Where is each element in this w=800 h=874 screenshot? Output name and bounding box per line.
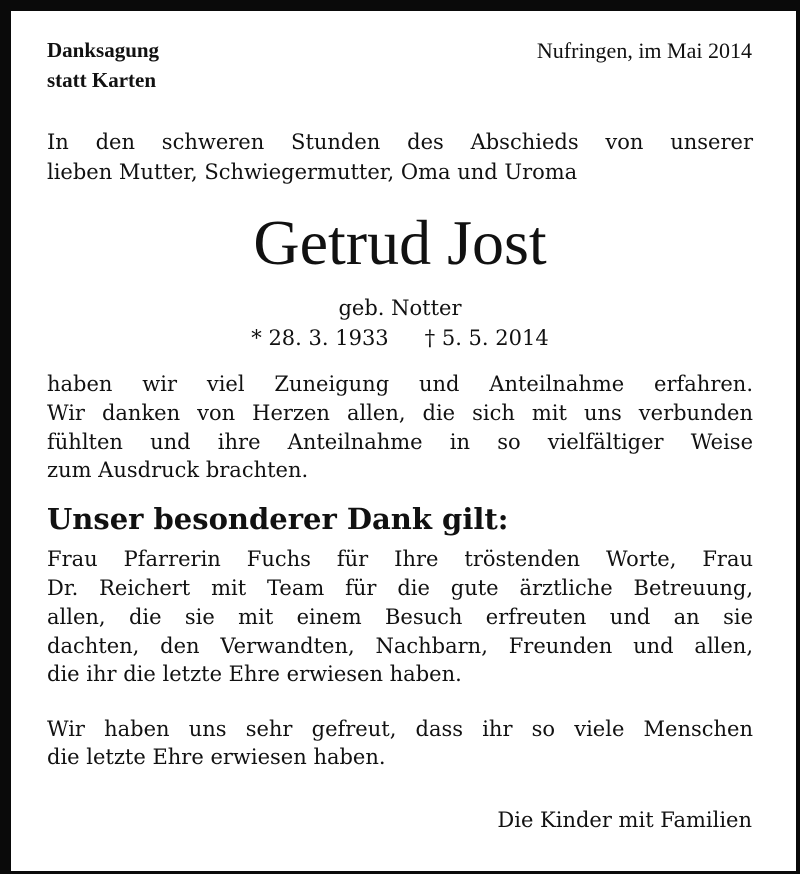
life-dates xyxy=(0,326,800,350)
special-line: dachten, den Verwandten, Nachbarn, Freunden und allen, xyxy=(47,634,753,658)
place-date: Nufringen, im Mai 2014 xyxy=(536,38,752,63)
intro-line: In den schweren Stunden des Abschieds von unserer xyxy=(47,130,753,154)
special-line: Dr. Reichert mit Team für die gute ärztliche Betreuung, xyxy=(47,576,753,600)
closing-line: Wir haben uns sehr gefreut, dass ihr so viele Menschen xyxy=(47,717,753,741)
thanks-line: fühlten und ihre Anteilnahme in so vielfältiger Weise xyxy=(47,430,753,454)
thanks-line: haben wir viel Zuneigung und Anteilnahme erfahren. xyxy=(47,372,753,396)
intro-line: lieben Mutter, Schwiegermutter, Oma und Uroma xyxy=(47,160,578,184)
title-line-1: Danksagung xyxy=(47,38,160,62)
deceased-name: Getrud Jost xyxy=(253,207,547,278)
death-date: † 5. 5. 2014 xyxy=(424,326,549,350)
special-line: Frau Pfarrerin Fuchs für Ihre tröstenden Worte, Frau xyxy=(47,547,753,571)
title-line-2: statt Karten xyxy=(47,68,157,92)
birth-date: * 28. 3. 1933 xyxy=(251,326,389,350)
closing-line: die letzte Ehre erwiesen haben. xyxy=(47,745,386,769)
special-thanks-heading: Unser besonderer Dank gilt: xyxy=(47,502,509,536)
birth-name: geb. Notter xyxy=(338,296,462,320)
signature: Die Kinder mit Familien xyxy=(497,808,752,832)
thanks-line: zum Ausdruck brachten. xyxy=(47,458,309,482)
thanks-line: Wir danken von Herzen allen, die sich mit uns verbunden xyxy=(47,401,753,425)
special-line: allen, die sie mit einem Besuch erfreuten und an sie xyxy=(47,605,753,629)
special-line: die ihr die letzte Ehre erwiesen haben. xyxy=(47,662,462,686)
